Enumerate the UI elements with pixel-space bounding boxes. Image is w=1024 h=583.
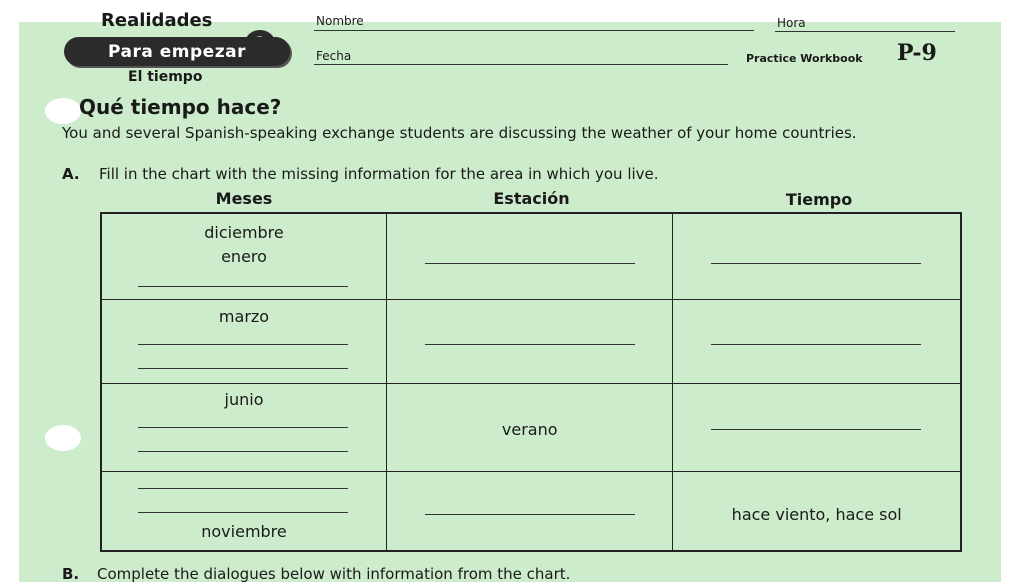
part-a-text: Fill in the chart with the missing information for the area in which you live. — [99, 165, 659, 183]
answer-line[interactable] — [138, 488, 348, 489]
month-text: diciembre — [204, 223, 284, 242]
tiempo-cell — [673, 383, 961, 471]
header-meses: Meses — [215, 189, 273, 208]
binder-hole-top — [45, 98, 81, 124]
header-tiempo: Tiempo — [785, 190, 853, 209]
estacion-cell — [387, 383, 673, 471]
meses-cell — [101, 383, 387, 471]
answer-line[interactable] — [138, 286, 348, 287]
month-text: noviembre — [201, 522, 287, 542]
section-subtitle: El tiempo — [128, 69, 203, 85]
hora-line — [775, 31, 955, 32]
answer-line[interactable] — [425, 514, 635, 515]
part-b-text: Complete the dialogues below with information from the chart. — [97, 565, 571, 583]
month-text: marzo — [218, 306, 270, 326]
meses-cell — [101, 472, 387, 551]
answer-line[interactable] — [711, 344, 921, 345]
answer-line[interactable] — [425, 344, 635, 345]
worksheet-page — [19, 10, 1001, 583]
realidades-label: Realidades — [101, 10, 213, 31]
weather-text: hace viento, hace sol — [731, 505, 902, 525]
answer-line[interactable] — [711, 429, 921, 430]
estacion-cell — [387, 299, 673, 383]
answer-line[interactable] — [138, 344, 348, 345]
nombre-label: Nombre — [316, 14, 364, 28]
part-a-letter: A. — [62, 165, 80, 183]
meses-cell — [101, 213, 387, 299]
part-b-letter: B. — [62, 565, 80, 583]
estacion-cell — [387, 213, 673, 299]
month-text: enero — [221, 247, 267, 266]
nombre-line — [314, 30, 754, 31]
header-estacion: Estación — [493, 189, 570, 208]
hora-label: Hora — [777, 16, 806, 30]
chart-row — [101, 472, 961, 551]
para-empezar-badge — [64, 37, 290, 66]
estacion-cell — [387, 472, 673, 551]
season-text: verano — [501, 419, 558, 439]
answer-line[interactable] — [711, 263, 921, 264]
binder-hole-middle — [45, 425, 81, 451]
month-text: junio — [224, 389, 264, 409]
chart-row — [101, 383, 961, 471]
activity-intro: You and several Spanish-speaking exchange students are discussing the weather of your home countries. — [62, 124, 857, 142]
fecha-line — [314, 64, 728, 65]
tiempo-cell — [673, 299, 961, 383]
answer-line[interactable] — [138, 512, 348, 513]
badge-label: Para empezar — [108, 41, 246, 62]
activity-title: Qué tiempo hace? — [79, 95, 282, 119]
tiempo-cell — [673, 213, 961, 299]
meses-cell — [101, 299, 387, 383]
workbook-label: Practice Workbook — [746, 52, 863, 65]
answer-line[interactable] — [425, 263, 635, 264]
weather-chart — [100, 212, 962, 552]
answer-line[interactable] — [138, 368, 348, 369]
answer-line[interactable] — [138, 427, 348, 428]
page-code: P-9 — [897, 40, 937, 66]
tiempo-cell — [673, 472, 961, 551]
fecha-label: Fecha — [316, 49, 352, 63]
answer-line[interactable] — [138, 451, 348, 452]
chart-row — [101, 299, 961, 383]
chart-row — [101, 213, 961, 299]
